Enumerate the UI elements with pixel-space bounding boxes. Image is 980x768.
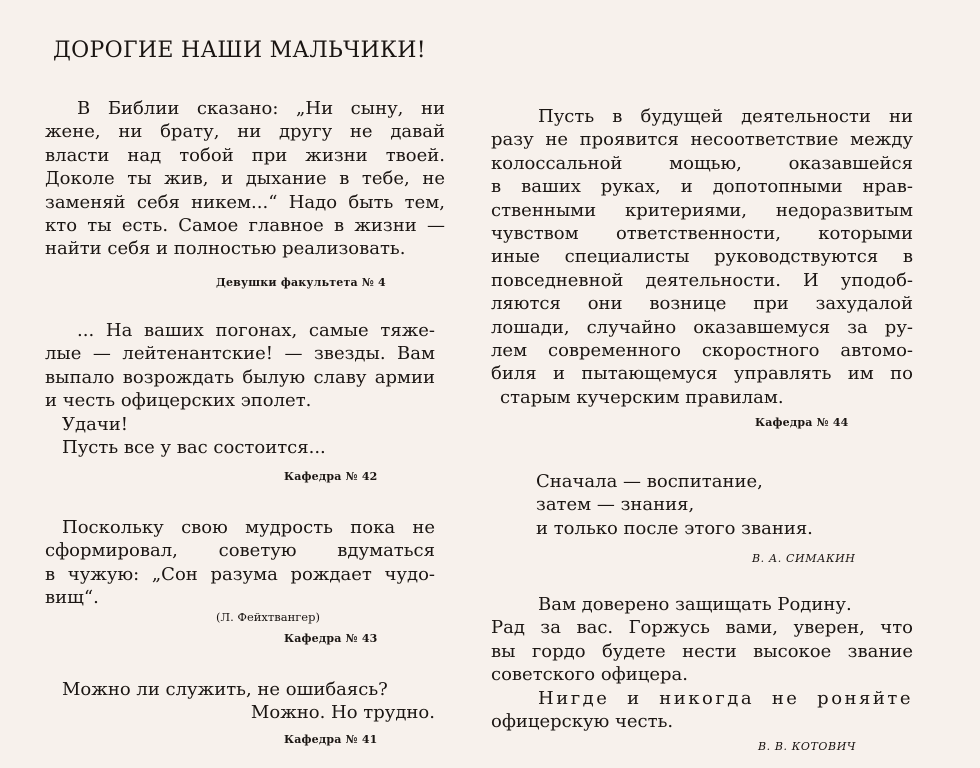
text-line: повседневной деятельности. И уподоб-: [491, 269, 913, 291]
text-line: ственными критериями, недоразвитым: [491, 199, 913, 221]
quote-upbringing-poem: [536, 470, 813, 540]
text-line: ляются они вознице при захудалой: [491, 293, 913, 315]
signature-department-41: Кафедра № 41: [284, 733, 378, 746]
text-line: выпало возрождать былую славу армии: [45, 366, 435, 388]
text-line: лем современного скоростного автомо-: [491, 340, 913, 362]
text-line: в чужую: „Сон разума рождает чудо-: [45, 563, 435, 585]
quote-bible: [45, 97, 445, 261]
text-line: В Библии сказано: „Ни сыну, ни: [77, 98, 445, 119]
text-line: в ваших руках, и допотопными нрав-: [491, 176, 913, 198]
text-line: вищ“.: [45, 587, 99, 609]
text-line: Удачи!: [62, 413, 128, 435]
text-line: иные специалисты руководствуются в: [491, 246, 913, 268]
text-line: и только после этого звания.: [536, 517, 813, 539]
text-line: советского офицера.: [491, 664, 688, 686]
quote-author: (Л. Фейхтвангер): [216, 610, 320, 624]
text-line: Можно ли служить, не ошибаясь?: [62, 679, 388, 700]
text-line: власти над тобой при жизни твоей.: [45, 144, 445, 166]
signature-department-43: Кафедра № 43: [284, 632, 378, 645]
text-line: Нигде и никогда не роняйте: [538, 687, 913, 709]
text-line: Пусть в будущей деятельности ни: [538, 106, 913, 127]
text-line: заменяй себя никем...“ Надо быть тем,: [45, 191, 445, 213]
quote-feuchtwanger: [45, 516, 435, 610]
signature-simakin: В. А. СИМАКИН: [752, 552, 856, 565]
text-line: Доколе ты жив, и дыхание в тебе, не: [45, 168, 445, 190]
quote-defend-motherland: [491, 593, 913, 733]
text-line: Поскольку свою мудрость пока не: [62, 517, 435, 538]
quote-lieutenant-stars: [45, 319, 435, 459]
signature-girls-faculty-4: Девушки факультета № 4: [216, 276, 386, 289]
text-line: Можно. Но трудно.: [250, 702, 435, 724]
page-title: ДОРОГИЕ НАШИ МАЛЬЧИКИ!: [53, 38, 426, 63]
text-line: найти себя и полностью реализовать.: [45, 238, 406, 260]
quote-can-serve: [62, 678, 435, 725]
text-line: ... На ваших погонах, самые тяже-: [77, 320, 435, 341]
text-line: Вам доверено защищать Родину.: [538, 594, 852, 615]
text-line: лошади, случайно оказавшемуся за ру-: [491, 316, 913, 338]
text-line: и честь офицерских эполет.: [45, 390, 312, 412]
text-line: колоссальной мощью, оказавшейся: [491, 152, 913, 174]
text-line: Рад за вас. Горжусь вами, уверен, что: [491, 617, 913, 639]
text-line: лые — лейтенантские! — звезды. Вам: [45, 343, 435, 365]
text-line: разу не проявится несоответствие между: [491, 129, 913, 151]
text-line: офицерскую честь.: [491, 711, 674, 733]
text-line: кто ты есть. Самое главное в жизни —: [45, 215, 445, 237]
text-line: затем — знания,: [536, 494, 695, 516]
text-line: вы гордо будете нести высокое звание: [491, 640, 913, 662]
text-line: старым кучерским правилам.: [500, 386, 784, 408]
text-line: Пусть все у вас состоится...: [62, 437, 326, 459]
text-line: сформировал, советую вдуматься: [45, 540, 435, 562]
text-line: чувством ответственности, которыми: [491, 223, 913, 245]
signature-department-42: Кафедра № 42: [284, 470, 378, 483]
text-line: жене, ни брату, ни другу не давай: [45, 121, 445, 143]
signature-kotovich: В. В. КОТОВИЧ: [758, 740, 857, 753]
text-line: Сначала — воспитание,: [536, 471, 763, 492]
signature-department-44: Кафедра № 44: [755, 416, 849, 429]
text-line: биля и пытающемуся управлять им по: [491, 363, 913, 385]
quote-power-responsibility: [491, 105, 913, 409]
